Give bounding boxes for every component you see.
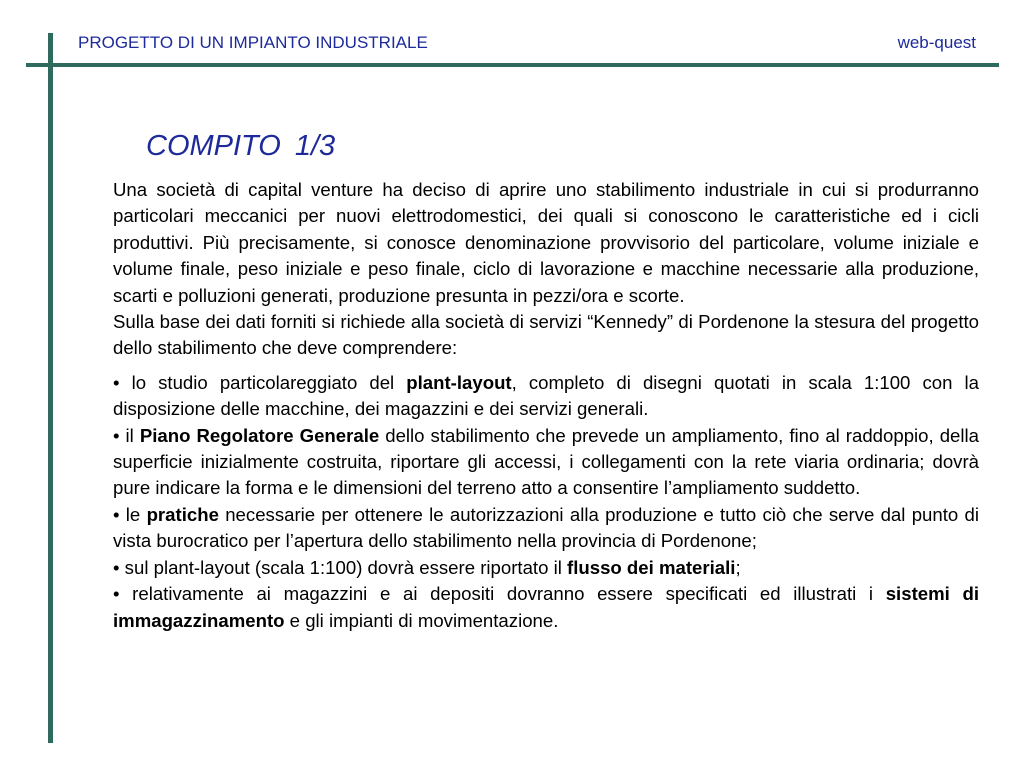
bullet-item — [113, 581, 979, 634]
bullet-item — [113, 502, 979, 555]
page-title: COMPITO 1/3 — [146, 130, 336, 162]
bullet-item — [113, 423, 979, 502]
horizontal-accent-line — [26, 63, 999, 67]
bullet-text: e gli impianti di movimentazione. — [284, 609, 559, 631]
bullet-emphasis: sistemi di immagazzinamento — [113, 583, 979, 631]
bullet-text: • le — [113, 503, 147, 525]
bullet-emphasis: Piano Regolatore Generale — [139, 424, 380, 446]
bullet-text: • relativamente ai magazzini e ai depositi dovranno essere specificati ed illustrati i — [113, 583, 886, 605]
bullet-text: dello stabilimento che prevede un ampliamento, fino al raddoppio, della superficie inizialmente costruita, riportare gli accessi, i collegamenti con la rete viaria ordinaria; dovrà pure indicare la forma e le dimensioni del terreno atto a consentire l’ampliamento suddetto. — [113, 424, 979, 499]
bullet-text: • lo studio particolareggiato del — [113, 371, 407, 393]
bullet-text: , completo di disegni quotati in scala 1:100 con la disposizione delle macchine, dei magazzini e dei servizi generali. — [113, 371, 980, 420]
bullet-emphasis: flusso dei materiali — [567, 556, 736, 578]
bullet-text: • il — [113, 424, 140, 446]
bullet-text: • sul plant-layout (scala 1:100) dovrà essere riportato il — [113, 556, 568, 578]
bullet-item — [113, 370, 979, 423]
header-title: PROGETTO DI UN IMPIANTO INDUSTRIALE — [78, 33, 428, 52]
bullet-text: ; — [735, 556, 741, 578]
bullet-emphasis: pratiche — [146, 503, 219, 525]
bullet-item — [113, 555, 979, 581]
bullet-text: necessarie per ottenere le autorizzazioni alla produzione e tutto ciò che serve dal punto di vista burocratico per l’apertura dello stabilimento nella provincia di Pordenone; — [113, 503, 979, 552]
intro-paragraph: Una società di capital venture ha deciso di aprire uno stabilimento industriale in cui si produrranno particolari meccanici per nuovi elettrodomestici, dei quali si conoscono le caratteristiche ed i cicli produttivi. Più precisamente, si conosce denominazione provvisorio del particolare, volume iniziale e volume finale, peso iniziale e peso finale, ciclo di lavorazione e macchine necessarie alla produzione, scarti e polluzioni generati, produzione presunta in pezzi/ora e scorte. — [113, 179, 979, 306]
header-tag: web-quest — [897, 33, 976, 52]
bullet-emphasis: plant-layout — [406, 371, 512, 393]
vertical-accent-line — [48, 33, 53, 743]
request-paragraph: Sulla base dei dati forniti si richiede alla società di servizi “Kennedy” di Pordenone la stesura del progetto dello stabilimento che deve comprendere: — [113, 311, 979, 359]
body-text — [113, 177, 979, 634]
